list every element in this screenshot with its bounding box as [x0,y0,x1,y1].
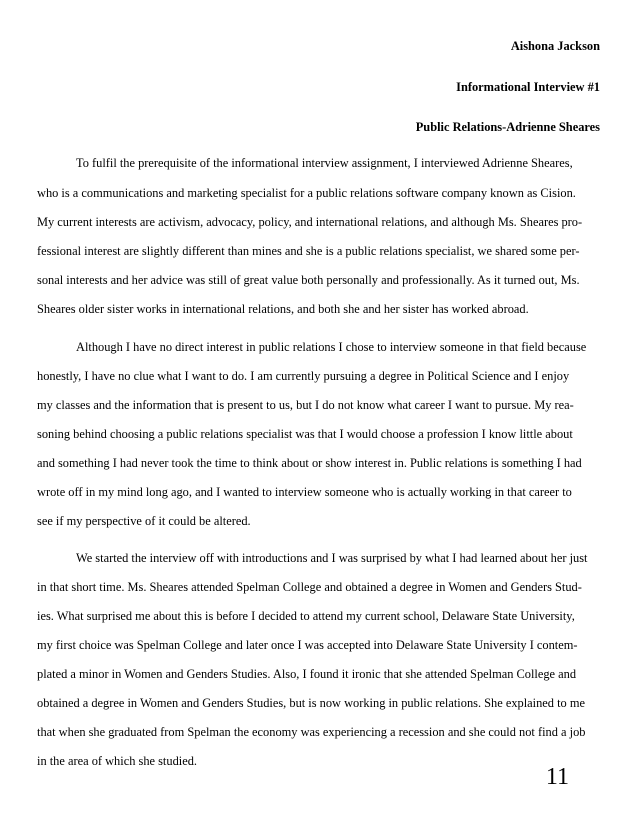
body-line: obtained a degree in Women and Genders Studies, but is now working in public relations. She explained to me [37,696,585,710]
body-line: see if my perspective of it could be altered. [37,514,251,528]
body-line: fessional interest are slightly different than mines and she is a public relations specialist, we shared some per- [37,244,580,258]
author-name: Aishona Jackson [510,39,600,53]
body-line: We started the interview off with introductions and I was surprised by what I had learned about her just [76,551,588,565]
body-line: Sheares older sister works in international relations, and both she and her sister has worked abroad. [37,302,529,316]
body-line: sonal interests and her advice was still of great value both personally and professionally. As it turned out, Ms. [37,273,580,287]
body-line: My current interests are activism, advocacy, policy, and international relations, and although Ms. Sheares pro- [37,215,583,229]
body-line: ies. What surprised me about this is before I decided to attend my current school, Delaware State University, [37,609,575,623]
body-line: plated a minor in Women and Genders Studies. Also, I found it ironic that she attended Spelman College and [37,667,577,681]
assignment-title: Informational Interview #1 [456,80,600,94]
body-line: in that short time. Ms. Sheares attended Spelman College and obtained a degree in Women and Genders Stud- [37,580,582,594]
body-line: soning behind choosing a public relations specialist was that I would choose a profession I know little about [37,427,573,441]
body-line: To fulfil the prerequisite of the informational interview assignment, I interviewed Adrienne Sheares, [76,156,573,170]
body-line: honestly, I have no clue what I want to do. I am currently pursuing a degree in Political Science and I enjoy [37,369,570,383]
body-line: my classes and the information that is present to us, but I do not know what career I want to pursue. My rea- [37,398,574,412]
body-line: my first choice was Spelman College and later once I was accepted into Delaware State University I contem- [37,638,578,652]
body-line: who is a communications and marketing specialist for a public relations software company known as Cision. [37,186,576,200]
body-line: and something I had never took the time to think about or show interest in. Public relations is something I had [37,456,582,470]
body-line: that when she graduated from Spelman the economy was experiencing a recession and she could not find a job [37,725,586,739]
page-number: 11 [545,764,569,790]
interview-subject: Public Relations-Adrienne Sheares [415,120,600,134]
body-line: Although I have no direct interest in public relations I chose to interview someone in that field because [76,340,587,354]
body-line: in the area of which she studied. [37,754,197,768]
body-line: wrote off in my mind long ago, and I wanted to interview someone who is actually working in that career to [37,485,572,499]
